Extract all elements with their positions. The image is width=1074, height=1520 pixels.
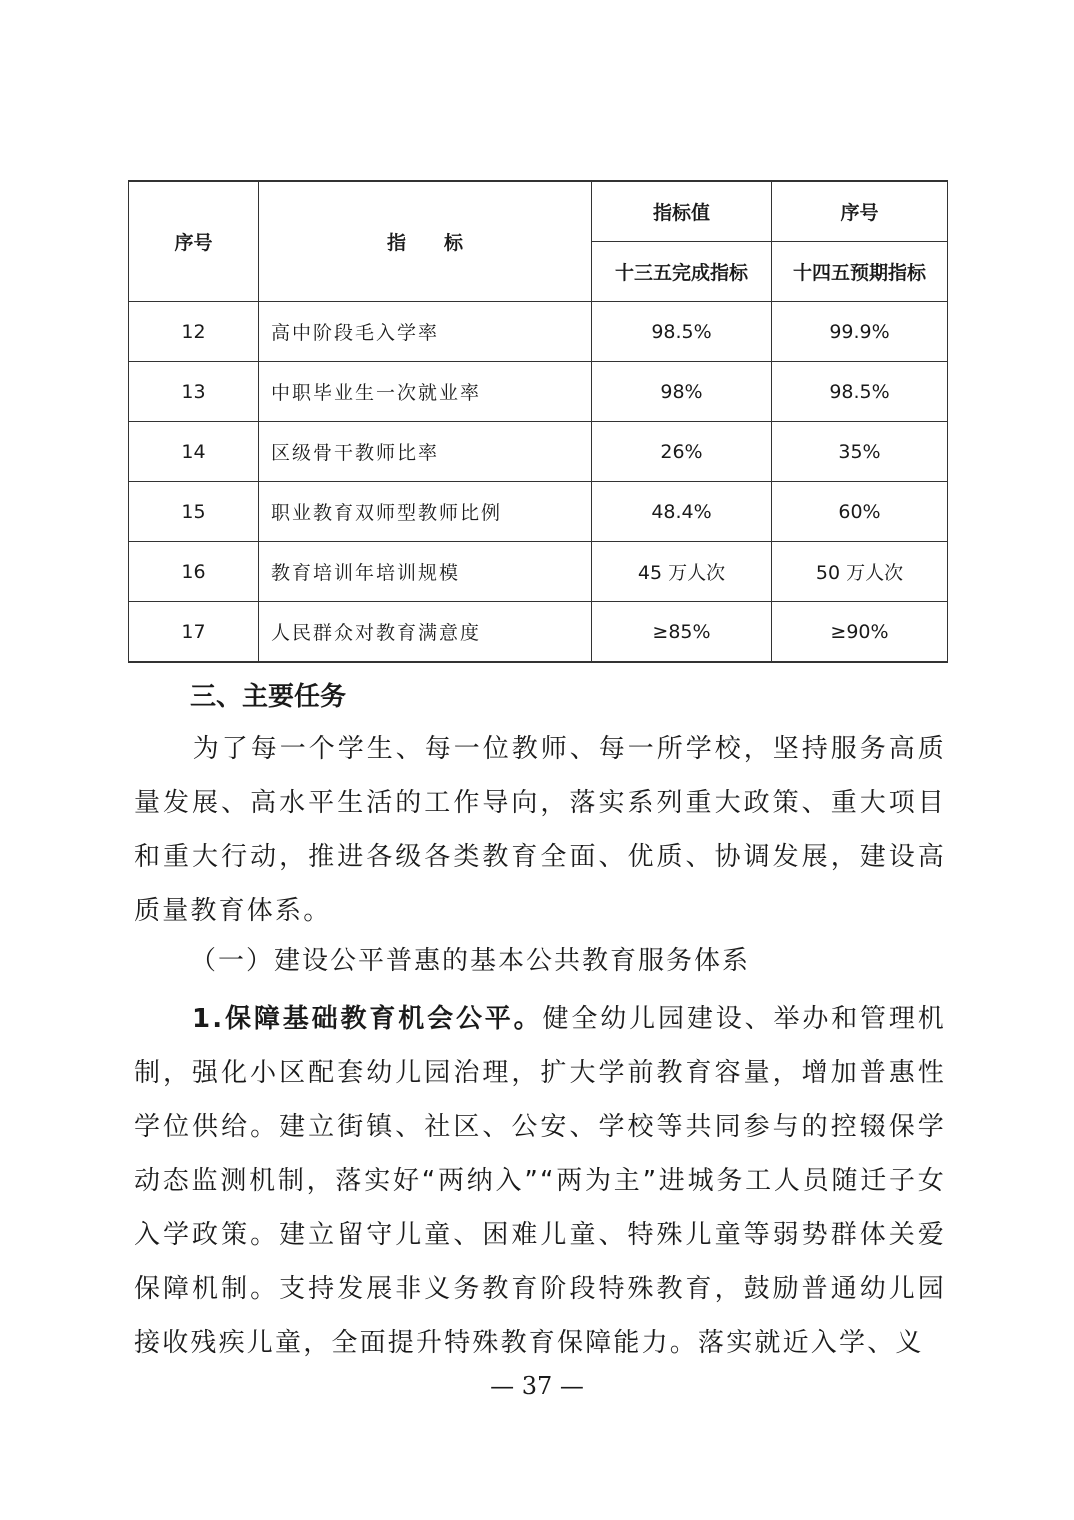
row-indicator: 职业教育双师型教师比例 <box>259 482 592 542</box>
table-row <box>129 482 948 542</box>
table-row <box>129 362 948 422</box>
row-14th-value: 98.5% <box>772 362 948 422</box>
row-14th-value: ≥90% <box>772 602 948 663</box>
row-index: 15 <box>129 482 259 542</box>
row-indicator: 中职毕业生一次就业率 <box>259 362 592 422</box>
row-13th-value: 45 万人次 <box>592 542 772 602</box>
row-14th-value: 99.9% <box>772 302 948 362</box>
header-14th-plan: 十四五预期指标 <box>772 242 948 302</box>
row-index: 17 <box>129 602 259 663</box>
row-index: 12 <box>129 302 259 362</box>
intro-text: 为了每一个学生、每一位教师、每一所学校，坚持服务高质量发展、高水平生活的工作导向，落实系列重大政策、重大项目和重大行动，推进各级各类教育全面、优质、协调发展，建设高质量教育体系。 <box>134 734 946 926</box>
table-header-row <box>129 181 948 242</box>
row-indicator: 人民群众对教育满意度 <box>259 602 592 663</box>
row-index: 16 <box>129 542 259 602</box>
table-row <box>129 422 948 482</box>
item1-title: 1.保障基础教育机会公平。 <box>192 1004 543 1034</box>
header-right-group: 序号 <box>772 181 948 242</box>
item1-paragraph <box>134 992 946 1370</box>
item1-body: 健全幼儿园建设、举办和管理机制，强化小区配套幼儿园治理，扩大学前教育容量，增加普惠性学位供给。建立街镇、社区、公安、学校等共同参与的控辍保学动态监测机制，落实好“两纳入”“两为主”进城务工人员随迁子女入学政策。建立留守儿童、困难儿童、特殊儿童等弱势群体关爱保障机制。支持发展非义务教育阶段特殊教育，鼓励普通幼儿园接收残疾儿童，全面提升特殊教育保障能力。落实就近入学、义 <box>134 1004 946 1358</box>
row-13th-value: 26% <box>592 422 772 482</box>
row-index: 13 <box>129 362 259 422</box>
section-heading: 三、主要任务 <box>190 682 347 712</box>
row-indicator: 区级骨干教师比率 <box>259 422 592 482</box>
row-indicator: 教育培训年培训规模 <box>259 542 592 602</box>
header-indicator: 指 标 <box>259 181 592 302</box>
header-index: 序号 <box>129 181 259 302</box>
page-number: — 37 — <box>490 1372 584 1400</box>
row-index: 14 <box>129 422 259 482</box>
row-13th-value: 98% <box>592 362 772 422</box>
row-13th-value: ≥85% <box>592 602 772 663</box>
table-row <box>129 542 948 602</box>
subsection-heading: （一）建设公平普惠的基本公共教育服务体系 <box>190 946 751 976</box>
header-value-group: 指标值 <box>592 181 772 242</box>
row-14th-value: 60% <box>772 482 948 542</box>
row-14th-value: 50 万人次 <box>772 542 948 602</box>
table-row <box>129 302 948 362</box>
row-indicator: 高中阶段毛入学率 <box>259 302 592 362</box>
row-13th-value: 98.5% <box>592 302 772 362</box>
indicator-table <box>128 180 948 663</box>
row-13th-value: 48.4% <box>592 482 772 542</box>
table-row <box>129 602 948 663</box>
header-13th-plan: 十三五完成指标 <box>592 242 772 302</box>
row-14th-value: 35% <box>772 422 948 482</box>
intro-paragraph <box>134 722 946 938</box>
